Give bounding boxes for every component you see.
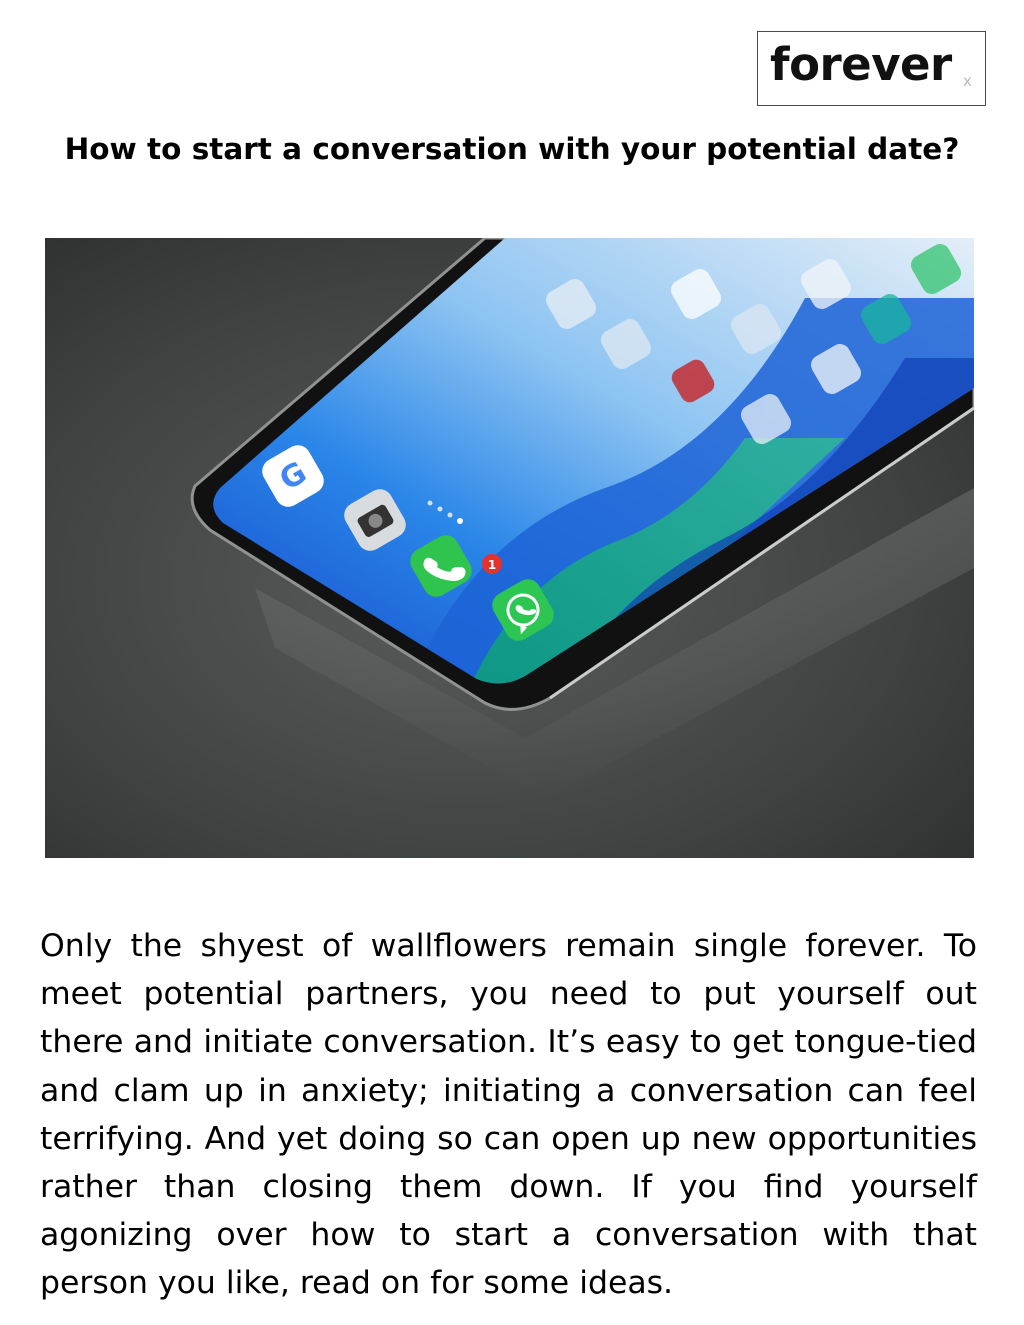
brand-logo[interactable]: [757, 31, 986, 106]
notification-badge: [482, 554, 502, 574]
svg-text:G: G: [273, 455, 313, 498]
logo-suffix: x: [963, 72, 972, 90]
page-title: How to start a conversation with your potential date?: [64, 132, 960, 166]
article-image: [45, 238, 974, 858]
logo-wordmark: forever: [770, 38, 952, 91]
article-paragraph: Only the shyest of wallflowers remain single forever. To meet potential partners, you need to put yourself out there and initiate conversation. It’s easy to get tongue-tied and clam up in anxiety; initiating a conversation can feel terrifying. And yet doing so can open up new opportunities rather than closing them down. If you find yourself agonizing over how to start a conversation with that person you like, read on for some ideas.: [40, 928, 977, 1302]
svg-text:1: 1: [487, 558, 497, 572]
